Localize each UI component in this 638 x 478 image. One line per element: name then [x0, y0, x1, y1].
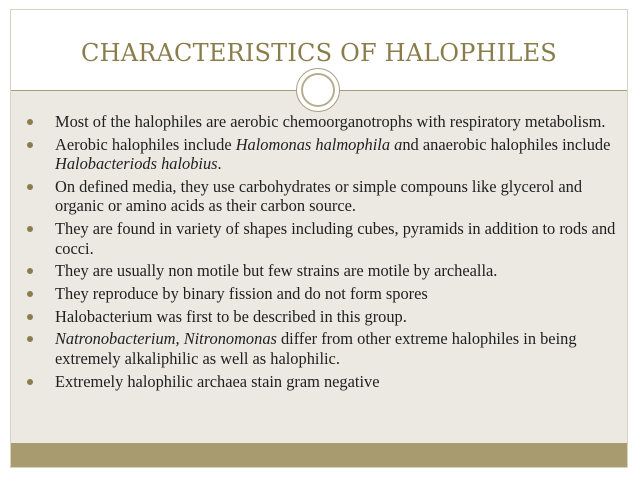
- bullet-item: [24, 329, 620, 368]
- bullet-text: [55, 372, 379, 391]
- circle-ornament-inner: [301, 73, 335, 107]
- bullet-text-italic: Natronobacterium, Nitronomonas: [55, 329, 277, 349]
- bullet-item: [24, 307, 620, 327]
- bullet-text: [55, 261, 497, 280]
- bullet-text-italic: Halomonas halmophila a: [235, 134, 403, 154]
- bullet-text-part: Halobacterium was first to be described in this group.: [55, 306, 407, 326]
- bullet-icon: [27, 314, 33, 320]
- bullet-text-part: nd anaerobic halophiles include: [402, 134, 611, 154]
- bullet-text-part: They are usually non motile but few strains are motile by archealla.: [55, 261, 498, 281]
- bullet-text-part: Extremely halophilic archaea stain gram negative: [55, 371, 380, 391]
- bullet-icon: [27, 184, 33, 190]
- circle-ornament-icon: [296, 68, 340, 112]
- bullet-item: [24, 112, 620, 132]
- bullet-text-part: On defined media, they use carbohydrates or simple compouns like glycerol and organic or amino acids as their carbon source.: [55, 176, 583, 216]
- slide-title: CHARACTERISTICS OF HALOPHILES: [81, 39, 557, 67]
- bullet-text-part: Aerobic halophiles include: [55, 134, 236, 154]
- bullet-icon: [27, 226, 33, 232]
- bullet-item: [24, 372, 620, 392]
- bullet-text-part: They reproduce by binary fission and do not form spores: [55, 283, 428, 303]
- bullet-icon: [27, 268, 33, 274]
- bullet-text: [55, 284, 428, 303]
- bullet-text: [55, 177, 582, 216]
- bullet-list: [24, 112, 620, 394]
- bullet-icon: [27, 142, 33, 148]
- bullet-text: [55, 219, 615, 258]
- bullet-text: [55, 329, 577, 368]
- bullet-text: [55, 135, 610, 174]
- bullet-text: [55, 112, 605, 131]
- bullet-icon: [27, 336, 33, 342]
- bullet-text-part: .: [217, 154, 222, 174]
- bullet-item: [24, 284, 620, 304]
- bullet-text-part: Most of the halophiles are aerobic chemoorganotrophs with respiratory metabolism.: [55, 112, 606, 131]
- bottom-band: [11, 443, 627, 467]
- bullet-icon: [27, 119, 33, 125]
- bullet-text: [55, 307, 407, 326]
- bullet-item: [24, 135, 620, 174]
- bullet-item: [24, 177, 620, 216]
- bullet-icon: [27, 379, 33, 385]
- bullet-text-part: They are found in variety of shapes including cubes, pyramids in addition to rods and cocci.: [55, 219, 616, 258]
- bullet-text-part: differ from other extreme halophiles in being extremely alkaliphilic as well as halophilic.: [55, 329, 577, 368]
- bullet-item: [24, 219, 620, 258]
- bullet-icon: [27, 291, 33, 297]
- bullet-text-italic: Halobacteriods halobius: [55, 154, 218, 174]
- bullet-item: [24, 261, 620, 281]
